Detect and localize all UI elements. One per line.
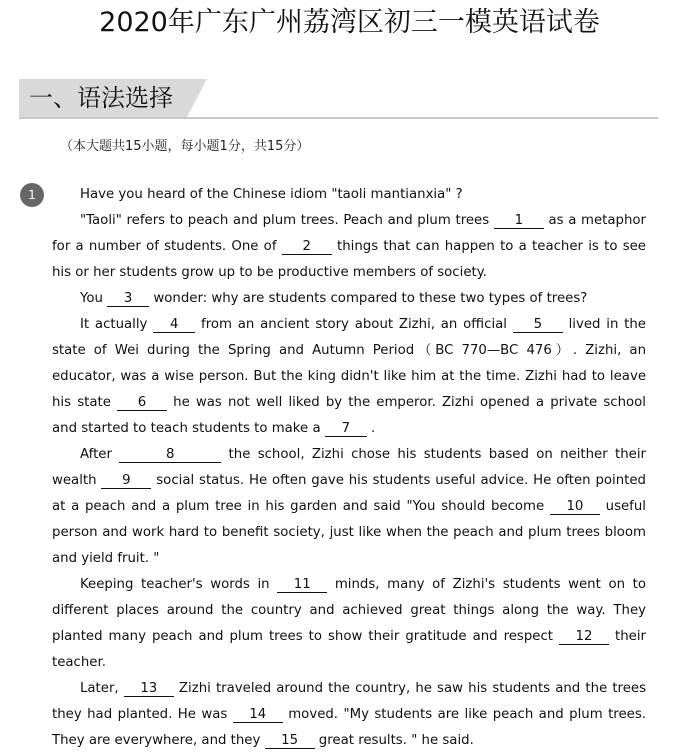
page-title: 2020年广东广州荔湾区初三一模英语试卷 [99,7,600,38]
blank-2[interactable]: 2 [282,239,332,255]
blank-1[interactable]: 1 [494,213,544,229]
blank-7[interactable]: 7 [325,421,367,437]
blank-11[interactable]: 11 [277,577,327,593]
blank-6[interactable]: 6 [117,395,167,411]
passage-text: wonder: why are students compared to these two types of trees? [149,291,588,306]
paragraph-7 [52,676,646,754]
blank-9[interactable]: 9 [101,473,151,489]
blank-10[interactable]: 10 [550,499,600,515]
passage-text: lived in the state of Wei during the Spring and Autumn Period（BC 770—BC 476）. Zizhi, an educator, was a wise person. But the king didn't like him at the time. Zizhi had to leave his state [52,317,646,410]
passage-text: great results. " he said. [314,733,474,748]
passage-text: It actually [80,317,154,332]
blank-12[interactable]: 12 [559,629,609,645]
passage-text: . [366,421,376,436]
passage-text: minds, many of Zizhi's students went on to different places around the country and achieved great things along the way. They planted many peach and plum trees to show their gratitude and respect [52,577,646,644]
passage-text: "Taoli" refers to peach and plum trees. Peach and plum trees [80,213,494,228]
passage [52,182,646,754]
paragraph-1 [52,182,646,208]
blank-4[interactable]: 4 [153,317,195,333]
section-header [19,79,658,119]
blank-14[interactable]: 14 [233,707,283,723]
passage-text: as a metaphor for a number of students. One of [52,213,647,254]
passage-text: social status. He often gave his students useful advice. He often pointed at a peach and a plum tree in his garden and said "You should become [52,473,646,514]
blank-5[interactable]: 5 [513,317,563,333]
passage-text: You [80,291,108,306]
section-label: 一、语法选择 [29,84,173,112]
passage-text: After [80,447,120,462]
passage-text: their teacher. [52,629,646,670]
passage-text: Later, [80,681,124,696]
blank-13[interactable]: 13 [124,681,174,697]
passage-text: the school, Zizhi chose his students based on neither their wealth [52,447,646,488]
passage-text: from an ancient story about Zizhi, an official [195,317,513,332]
passage-text: useful person and work hard to benefit society, just like when the peach and plum trees bloom and yield fruit. " [52,499,646,566]
passage-text: things that can happen to a teacher is to see his or her students grow up to be productive members of society. [52,239,646,280]
section-tab [19,79,187,117]
blank-8[interactable]: 8 [119,447,221,463]
paragraph-6 [52,572,646,676]
blank-15[interactable]: 15 [265,733,315,749]
question-number-badge: 1 [20,183,44,207]
section-instruction: （本大题共15小题，每小题1分，共15分） [60,139,310,154]
paragraph-2 [52,208,646,286]
passage-text: Zizhi traveled around the country, he saw his students and the trees they had planted. He was [52,681,646,722]
paragraph-3 [52,286,646,312]
passage-text: moved. "My students are like peach and plum trees. They are everywhere, and they [52,707,646,748]
paragraph-4 [52,312,646,442]
blank-3[interactable]: 3 [107,291,149,307]
passage-text: Have you heard of the Chinese idiom "taoli mantianxia" ? [80,187,463,202]
passage-text: he was not well liked by the emperor. Zizhi opened a private school and started to teach students to make a [52,395,646,436]
passage-text: Keeping teacher's words in [80,577,278,592]
paragraph-5 [52,442,646,572]
